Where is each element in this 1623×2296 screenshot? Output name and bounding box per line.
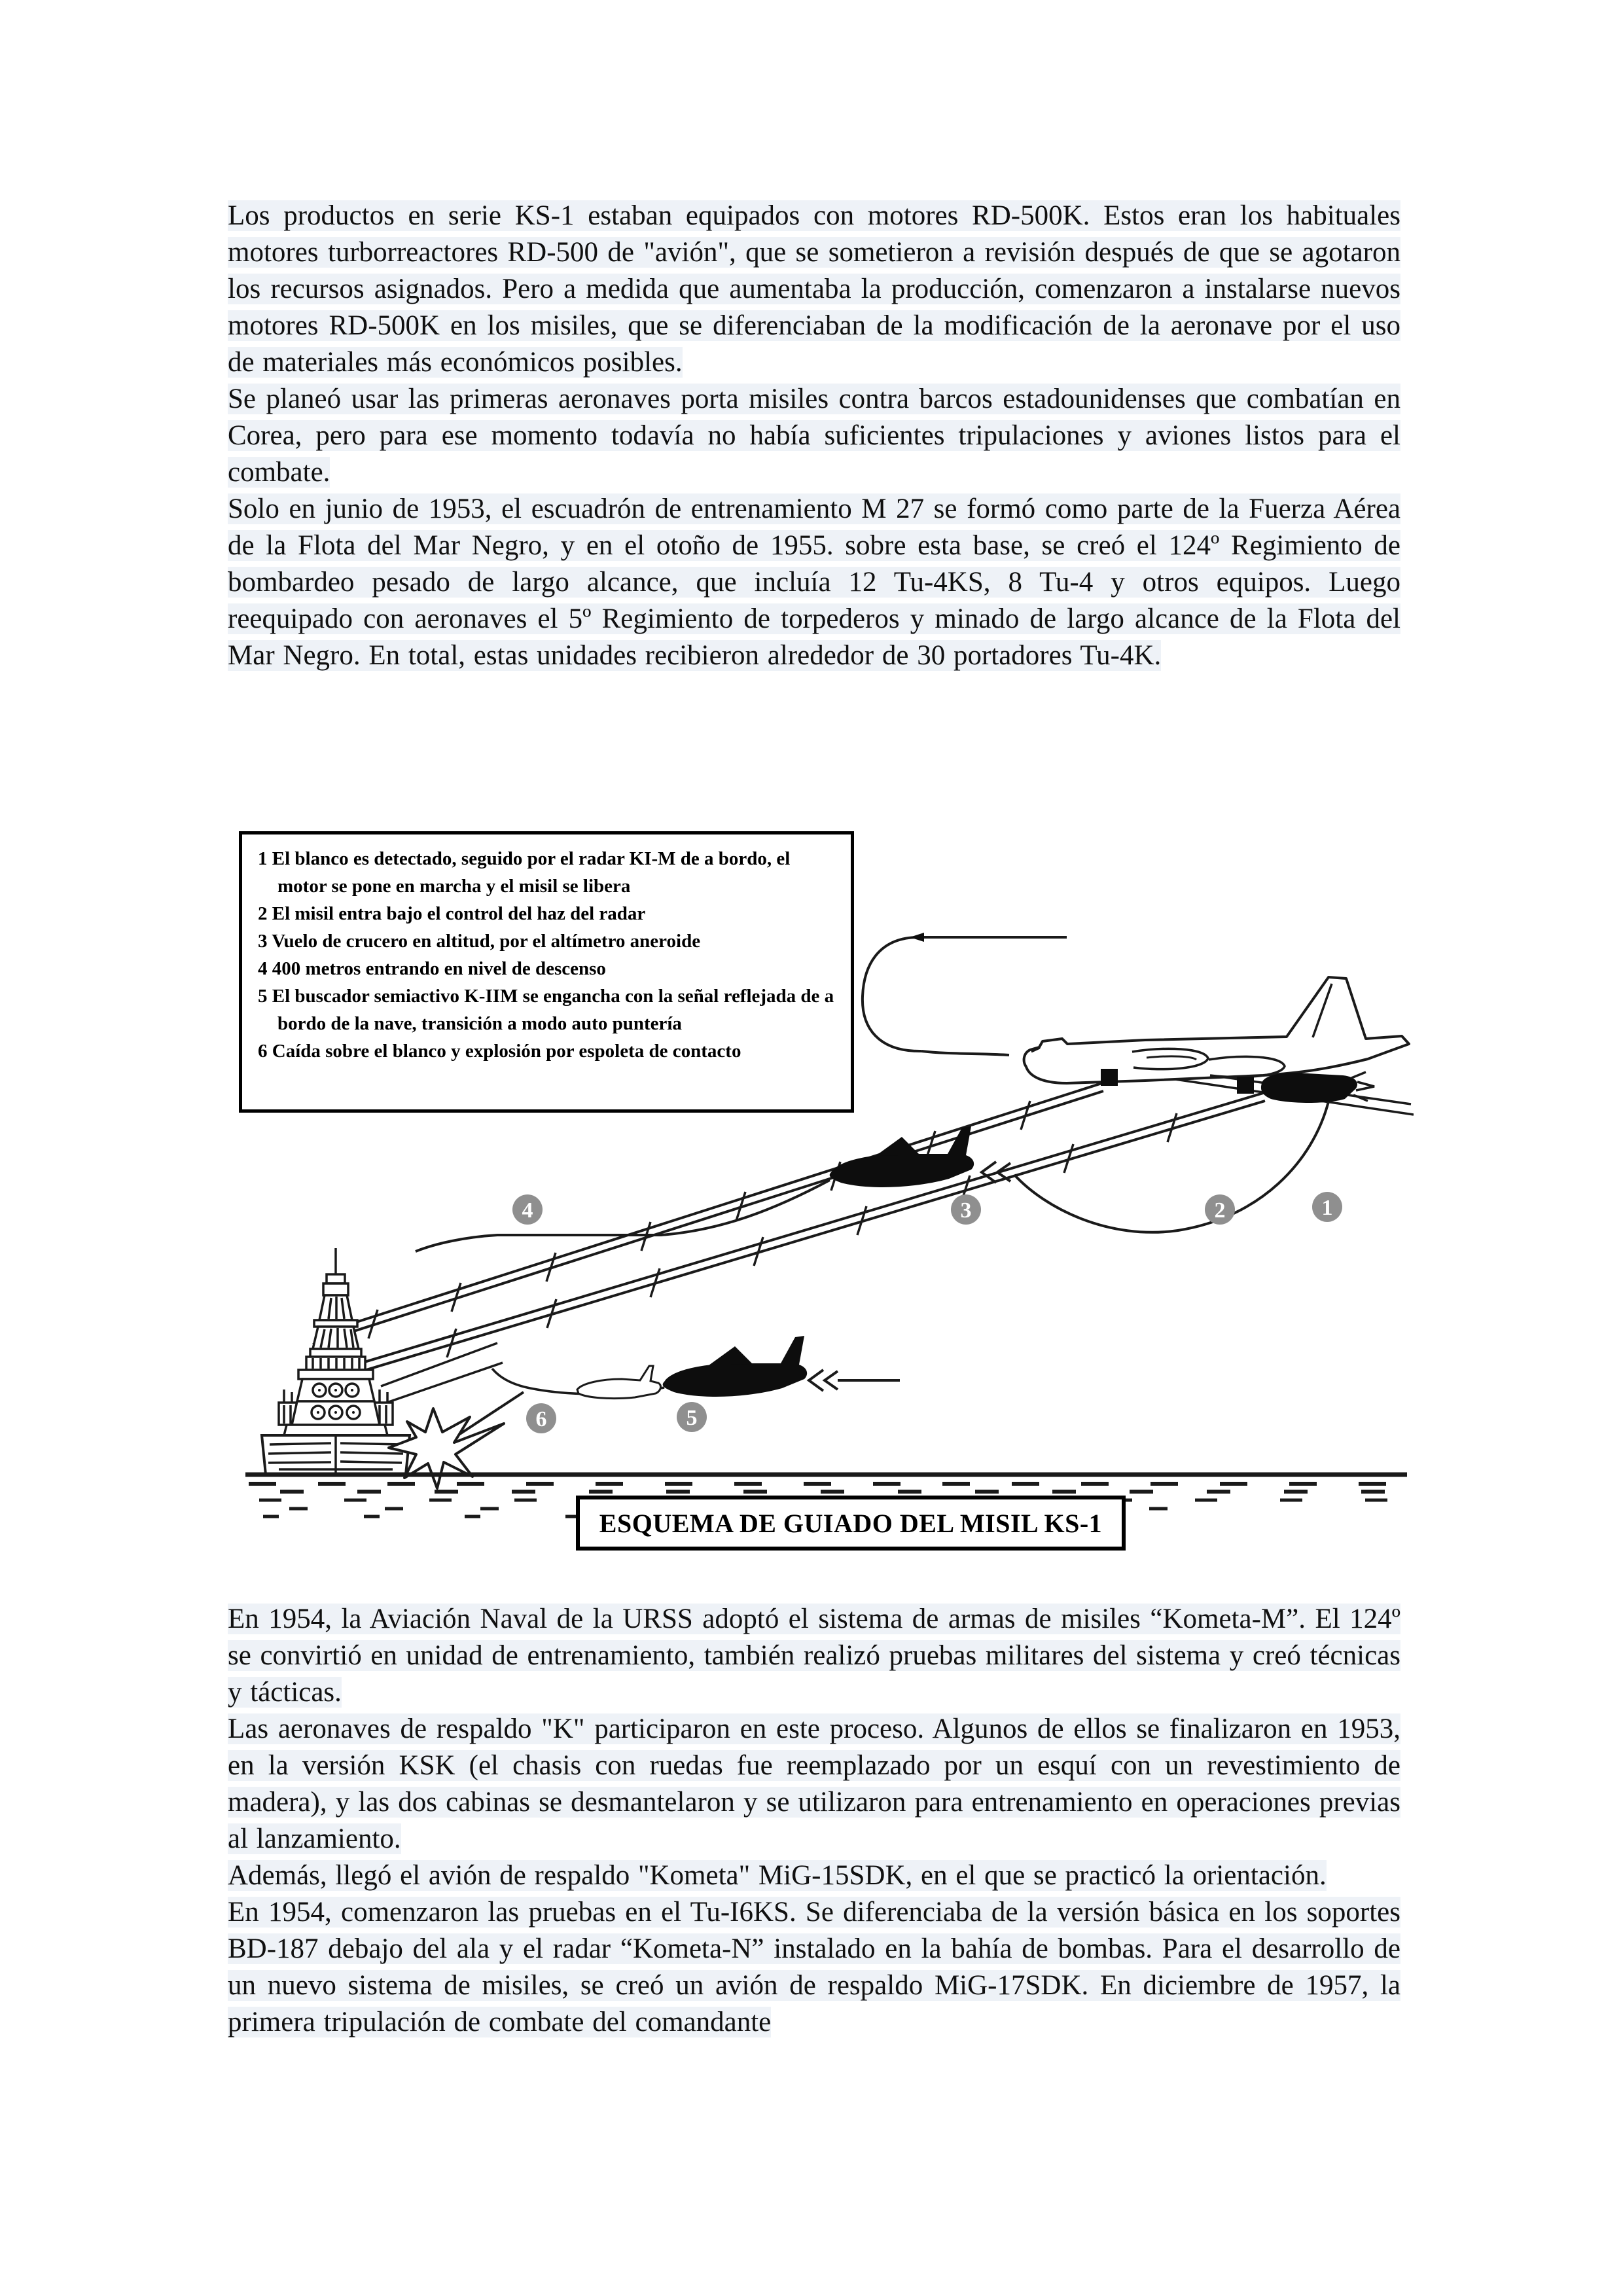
svg-text:5: 5 <box>686 1406 698 1430</box>
legend-item-text: El blanco es detectado, seguido por el radar KI-M de a bordo, el motor se pone en marcha y el misil se libera <box>272 848 791 897</box>
legend-item <box>258 927 839 955</box>
svg-text:6: 6 <box>535 1407 547 1431</box>
landing-gear-block <box>1237 1077 1254 1094</box>
top-text-block <box>228 198 1400 674</box>
legend-item <box>258 1037 839 1065</box>
paragraph <box>228 491 1400 674</box>
paragraph <box>228 381 1400 491</box>
paragraph <box>228 198 1400 381</box>
legend-item-text: El buscador semiactivo K-IIM se engancha con la señal reflejada de a bordo de la nave, transición a modo auto puntería <box>272 986 834 1034</box>
paragraph-text: Además, llegó el avión de respaldo "Kometa" MiG-15SDK, en el que se practicó la orientación. <box>228 1860 1327 1891</box>
fuselage-outline <box>1024 977 1409 1083</box>
legend-item <box>258 900 839 927</box>
diagram-caption-text: ESQUEMA DE GUIADO DEL MISIL KS-1 <box>599 1508 1103 1538</box>
missile-wing <box>709 1346 753 1365</box>
slung-missile-silhouette <box>1261 1073 1357 1103</box>
legend-item <box>258 845 839 900</box>
diagram-legend-box <box>239 831 854 1113</box>
ship-illustration <box>262 1248 410 1475</box>
svg-text:3: 3 <box>960 1198 972 1223</box>
radar-beam-upper <box>313 1082 1106 1344</box>
svg-text:2: 2 <box>1214 1198 1226 1223</box>
stage-marker-1 <box>1312 1192 1342 1222</box>
landing-gear-block <box>1101 1069 1118 1086</box>
paragraph <box>228 1894 1400 2041</box>
missile-in-beam-silhouette <box>830 1126 974 1187</box>
svg-text:4: 4 <box>522 1198 533 1223</box>
legend-item-text: El misil entra bajo el control del haz del radar <box>272 903 646 924</box>
legend-item-number: 3 <box>258 931 268 952</box>
paragraph-text: Se planeó usar las primeras aeronaves porta misiles contra barcos estadounidenses que combatían en Corea, pero para ese momento todavía no había suficientes tripulaciones y aviones listos para el combate. <box>228 384 1400 488</box>
legend-item-number: 1 <box>258 848 268 869</box>
paragraph <box>228 1601 1400 1711</box>
legend-item <box>258 955 839 982</box>
legend-item-text: Caída sobre el blanco y explosión por espoleta de contacto <box>272 1041 741 1062</box>
legend-item-number: 2 <box>258 903 268 924</box>
stage-marker-6 <box>526 1403 556 1433</box>
direction-chevrons <box>809 1370 838 1391</box>
missile-outline-silhouette <box>577 1366 660 1399</box>
legend-item-number: 5 <box>258 986 268 1007</box>
stage-marker-5 <box>677 1402 707 1432</box>
stage-marker-3 <box>951 1194 981 1225</box>
missile-guidance-diagram <box>216 808 1414 1600</box>
legend-item-number: 4 <box>258 958 268 979</box>
carrier-aircraft-illustration <box>1024 977 1414 1115</box>
paragraph-text: Las aeronaves de respaldo "K" participaron en este proceso. Algunos de ellos se finalizaron en 1953, en la versión KSK (el chasis con ruedas fue reemplazado por un esquí con un revestimiento de madera), y las dos cabinas se desmantelaron y se utilizaron para entrenamiento en operaciones previas al lanzamiento. <box>228 1713 1400 1854</box>
legend-item <box>258 982 839 1037</box>
flight-path-loop <box>863 933 1067 1055</box>
paragraph-text: En 1954, la Aviación Naval de la URSS adoptó el sistema de armas de misiles “Kometa-M”. El 124º se convirtió en unidad de entrenamiento, también realizó pruebas militares del sistema y creó técnicas y tácticas. <box>228 1604 1400 1708</box>
paragraph <box>228 1711 1400 1857</box>
paragraph-text: Solo en junio de 1953, el escuadrón de entrenamiento M 27 se formó como parte de la Fuerza Aérea de la Flota del Mar Negro, y en el otoño de 1955. sobre esta base, se creó el 124º Regimiento de bombardeo pesado de largo alcance, que incluía 12 Tu-4KS, 8 Tu-4 y otros equipos. Luego reequipado con aeronaves el 5º Regimiento de torpederos y minado de largo alcance de la Flota del Mar Negro. En total, estas unidades recibieron alrededor de 30 portadores Tu-4K. <box>228 493 1400 671</box>
paragraph-text: En 1954, comenzaron las pruebas en el Tu-I6KS. Se diferenciaba de la versión básica en los soportes BD-187 debajo del ala y el radar “Kometa-N” instalado en la bahía de bombas. Para el desarrollo de un nuevo sistema de misiles, se creó un avión de respaldo MiG-17SDK. En diciembre de 1957, la primera tripulación de combate del comandante <box>228 1897 1400 2037</box>
stage-marker-2 <box>1205 1194 1235 1225</box>
legend-item-text: 400 metros entrando en nivel de descenso <box>272 958 606 979</box>
direction-chevrons <box>982 1162 1010 1183</box>
missile-terminal-silhouette <box>663 1336 807 1397</box>
legend-item-number: 6 <box>258 1041 268 1062</box>
diagram-caption <box>576 1496 1126 1551</box>
stage-marker-4 <box>512 1194 543 1225</box>
paragraph-text: Los productos en serie KS-1 estaban equipados con motores RD-500K. Estos eran los habituales motores turborreactores RD-500 de "avión", que se sometieron a revisión después de que se agotaron los recursos asignados. Pero a medida que aumentaba la producción, comenzaron a instalarse nuevos motores RD-500K en los misiles, que se diferenciaban de la modificación de la aeronave por el uso de materiales más económicos posibles. <box>228 200 1400 378</box>
paragraph <box>228 1857 1400 1894</box>
svg-text:1: 1 <box>1321 1196 1333 1220</box>
loop-arrowhead <box>910 933 924 942</box>
legend-item-text: Vuelo de crucero en altitud, por el altímetro aneroide <box>272 931 701 952</box>
bottom-text-block <box>228 1601 1400 2041</box>
